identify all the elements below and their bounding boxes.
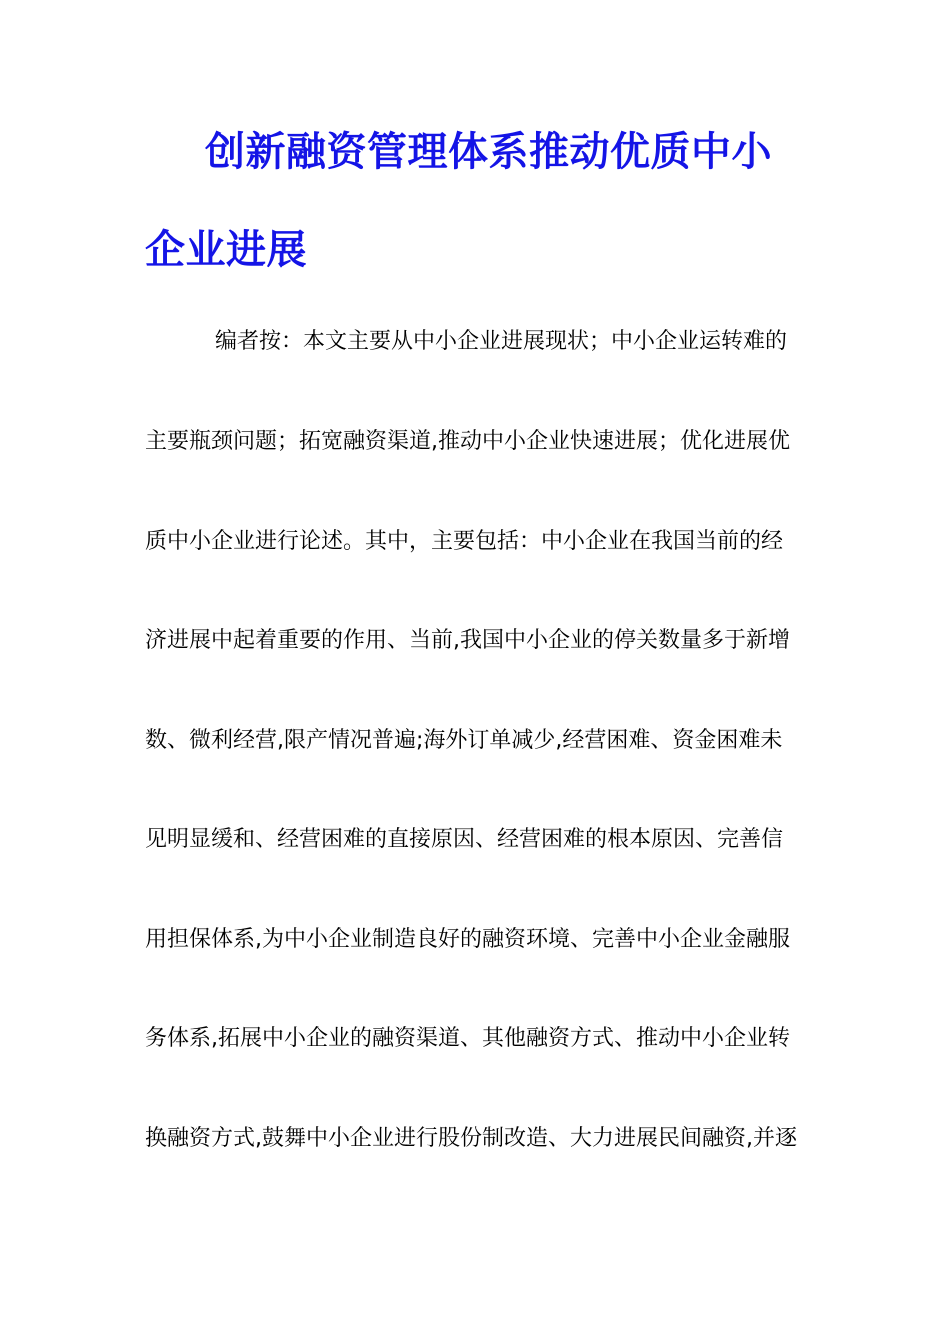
- paragraph-line-6: 见明显缓和、经营困难的直接原因、经营困难的根本原因、完善信: [145, 827, 784, 852]
- document-title-line-2: 企业进展: [145, 226, 307, 273]
- paragraph-line-3: 质中小企业进行论述。其中，主要包括：中小企业在我国当前的经: [145, 529, 784, 554]
- paragraph-line-7: 用担保体系,为中小企业制造良好的融资环境、完善中小企业金融服: [145, 927, 790, 952]
- document-title-line-1: 创新融资管理体系推动优质中小: [205, 128, 772, 175]
- paragraph-line-2: 主要瓶颈问题；拓宽融资渠道,推动中小企业快速进展；优化进展优: [145, 429, 790, 454]
- paragraph-line-9: 换融资方式,鼓舞中小企业进行股份制改造、大力进展民间融资,并逐: [145, 1126, 797, 1151]
- paragraph-line-8: 务体系,拓展中小企业的融资渠道、其他融资方式、推动中小企业转: [145, 1026, 790, 1051]
- paragraph-line-1: 编者按：本文主要从中小企业进展现状；中小企业运转难的: [215, 329, 788, 354]
- paragraph-line-5: 数、微利经营,限产情况普遍;海外订单减少,经营困难、资金困难未: [145, 728, 783, 753]
- paragraph-line-4: 济进展中起着重要的作用、当前,我国中小企业的停关数量多于新增: [145, 628, 790, 653]
